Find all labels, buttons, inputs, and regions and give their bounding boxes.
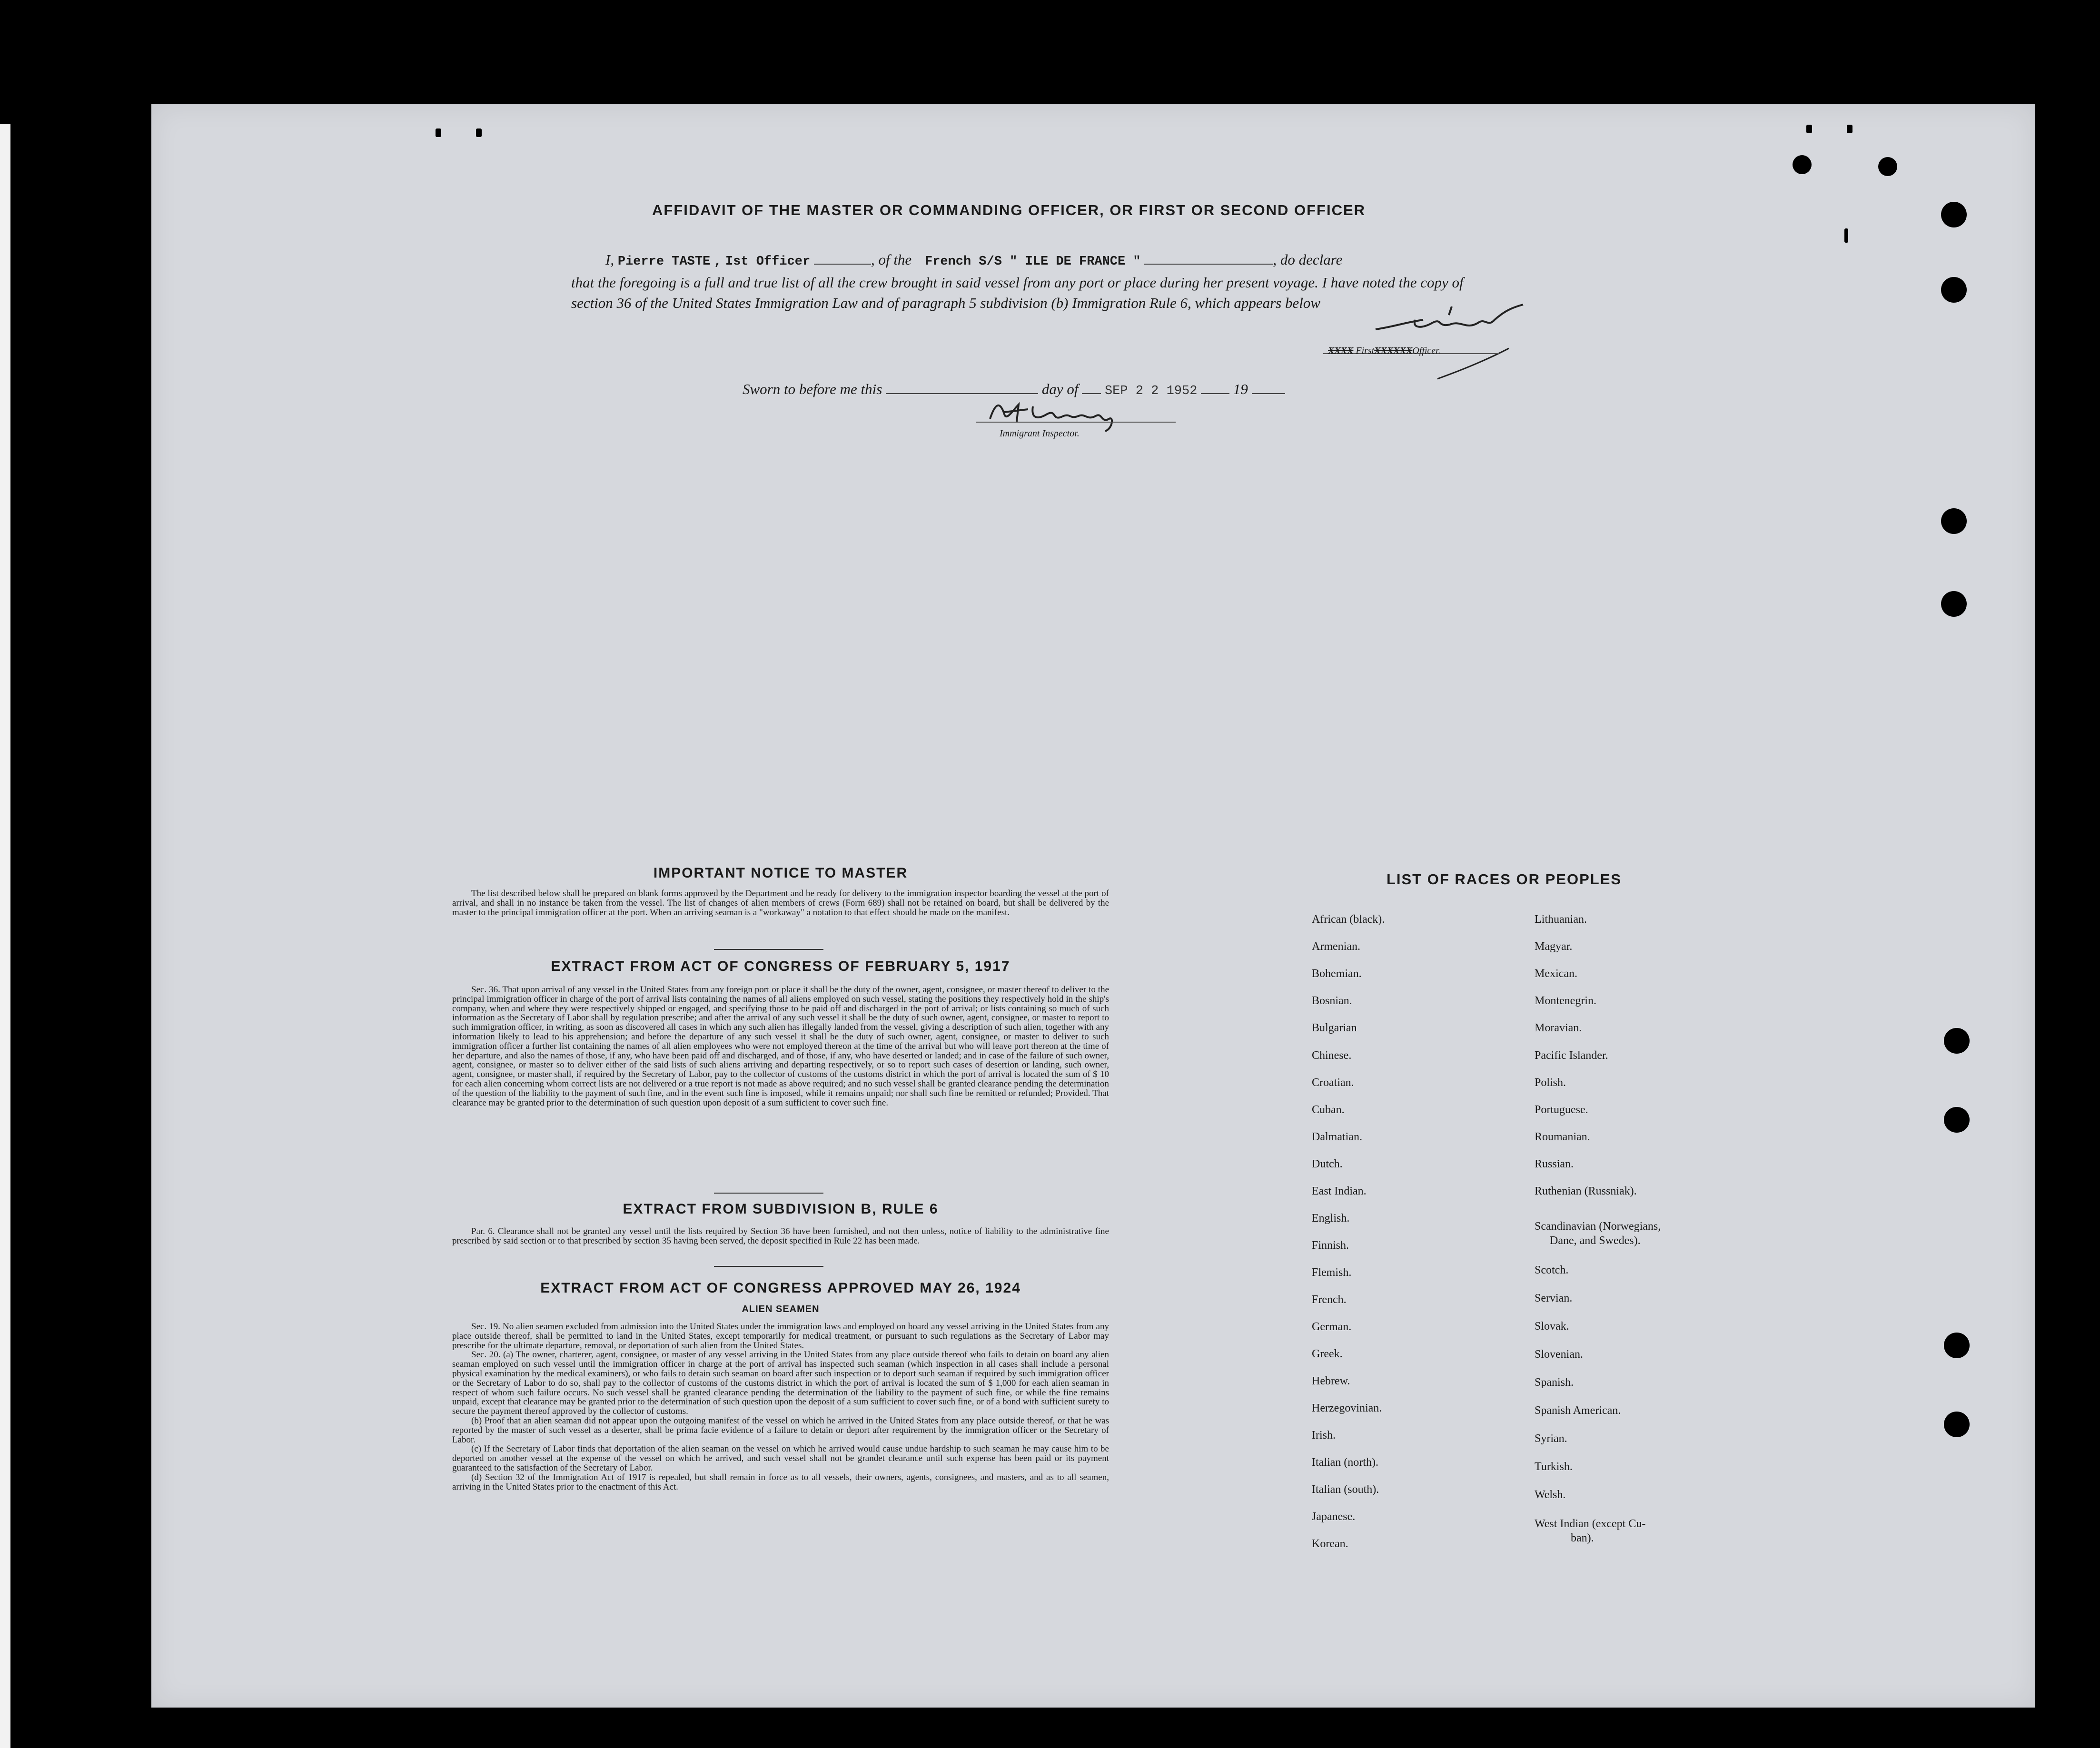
races-title: LIST OF RACES OR PEOPLES [1386,871,1622,888]
inspector-signature-line [976,422,1176,423]
year-blank [1252,393,1285,394]
bleed-through-text [1542,156,1961,175]
year-text: 19 [1233,381,1248,397]
extract-1924-title: EXTRACT FROM ACT OF CONGRESS APPROVED MAY 26, 1924 [540,1280,1021,1296]
rule-6-title: EXTRACT FROM SUBDIVISION B, RULE 6 [623,1201,939,1217]
extract-1917-title: EXTRACT FROM ACT OF CONGRESS OF FEBRUARY 5, 1917 [551,958,1010,974]
section-20d-paragraph: (d) Section 32 of the Immigration Act of 1917 is repealed, but shall remain in force as to all vessels, their owners, agents, consignees, and masters, and as to all seamen, arriving in the United States prior to the enactment of this Act. [452,1472,1109,1492]
race-item: Welsh. [1535,1489,1566,1501]
race-item: Italian (south). [1312,1483,1379,1496]
divider [714,1193,823,1194]
race-item: English. [1312,1212,1350,1225]
extract-1924-text [452,1322,1109,1583]
rank-blank [814,264,871,265]
alien-seamen-subtitle: ALIEN SEAMEN [742,1304,820,1314]
punch-hole [1944,1333,1970,1358]
name-comma: , [714,255,722,269]
race-item: Magyar. [1535,940,1573,953]
rule-6-text [452,1227,1109,1260]
inspector-label: Immigrant Inspector. [1000,428,1080,439]
notice-title: IMPORTANT NOTICE TO MASTER [653,865,908,881]
officer-signature [1366,299,1566,380]
race-item: Hebrew. [1312,1375,1350,1387]
divider [714,1266,823,1267]
vessel-name: French S/S " ILE DE FRANCE " [924,255,1141,269]
rule-6-paragraph: Par. 6. Clearance shall not be granted any vessel until the lists required by Section 36 have been furnished, and not then unless, notice of liability to the administrative fine prescribed by said section or to that prescribed by section 35 having been served, the deposit specified in Rule 22 has been made. [452,1226,1109,1246]
officer-first: First [1356,346,1375,356]
notice-paragraph: The list described below shall be prepared on blank forms approved by the Department and be ready for delivery to the immigration inspector boarding the vessel at the port of arrival, and shall in no instance be taken from the vessel. The list of changes of alien members of crews (Form 689) shall not be retained on board, but shall be delivered by the master to the principal immigration officer at the port. When an arriving seaman is a "workaway" a notation to that effect should be made on the manifest. [452,889,1109,918]
race-item: Bulgarian [1312,1022,1357,1034]
race-item: Moravian. [1535,1022,1582,1034]
inspector-signature [985,395,1157,433]
speck [1844,228,1848,243]
race-item: Scotch. [1535,1264,1569,1276]
speck [1806,125,1812,133]
punch-hole [1878,157,1897,176]
race-item: Polish. [1535,1076,1566,1089]
race-item: Spanish American. [1535,1404,1621,1417]
punch-hole [1941,277,1967,303]
vessel-blank [1144,264,1273,265]
officer-rank: Ist Officer [725,255,811,269]
affidavit-title: AFFIDAVIT OF THE MASTER OR COMMANDING OFFICER, OR FIRST OR SECOND OFFICER [652,202,1366,218]
month-blank-lead [1082,393,1101,394]
of-the-text: , of the [871,251,912,268]
race-item: Scandinavian (Norwegians, [1535,1220,1661,1233]
day-blank [886,393,1038,394]
race-item: Portuguese. [1535,1104,1588,1116]
race-item: Dane, and Swedes). [1550,1234,1641,1247]
affidavit-body [571,249,1495,313]
race-item: Dutch. [1312,1158,1343,1170]
race-item: Irish. [1312,1429,1336,1442]
month-blank-tail [1201,393,1229,394]
race-item: Greek. [1312,1348,1343,1360]
punch-hole [1944,1028,1970,1054]
day-of-text: day of [1041,381,1079,397]
race-item: German. [1312,1321,1352,1333]
divider [714,949,823,950]
section-20a-paragraph: Sec. 20. (a) The owner, charterer, agent, consignee, or master of any vessel arriving in the United States from any place outside thereof who fails to detain on board any alien seaman employed on such vessel until the immigration officer in charge at the port of arrival has inspected such seaman (which inspection in all cases shall include a personal physical examination by the medical examiners), or who fails to detain such seaman on board after such inspection or to deport such seaman if required by such immigration officer or the Secretary of Labor to do so, shall pay to the collector of customs of the customs district in which the port of arrival is located the sum of $ 1,000 for each alien seaman in respect of whom such failure occurs. No such vessel shall be granted clearance pending the determination of the liability to the payment of such fine, or while the fine remains unpaid, except that clearance may be granted prior to the determination of such question upon the deposit of a sum sufficient to cover such fine, or of a bond with sufficient surety to secure the payment thereof approved by the collector of customs. [452,1350,1109,1417]
race-item: Russian. [1535,1158,1574,1170]
race-item: Lithuanian. [1535,913,1587,926]
race-item: Finnish. [1312,1239,1349,1252]
punch-hole [1944,1107,1970,1133]
section-19-paragraph: Sec. 19. No alien seamen excluded from admission into the United States under the immigration laws and employed on board any vessel arriving in the United States from any place outside thereof, shall be permitted to land in the United States, except temporarily for medical treatment, or pursuant to such regulations as the Secretary of Labor may prescribe for the ultimate departure, removal, or deportation of such alien from the United States. [452,1322,1109,1351]
race-item: ban). [1571,1532,1594,1544]
race-item: Mexican. [1535,968,1577,980]
race-item: Ruthenian (Russniak). [1535,1185,1637,1197]
section-20c-paragraph: (c) If the Secretary of Labor finds that deportation of the alien seaman on the vessel on which he arrived would cause undue hardship to such seaman he may cause him to be deported on another vessel at the expense of the vessel on which he arrived, and such vessel shall not be grandet clearance until such expense has been paid or its payment guaranteed to the satisfaction of the Secretary of Labor. [452,1444,1109,1473]
race-item: Slovenian. [1535,1348,1583,1361]
sworn-text: Sworn to before me this [743,381,882,397]
race-item: Cuban. [1312,1104,1345,1116]
speck [1847,125,1852,133]
race-item: Bohemian. [1312,968,1362,980]
punch-hole [1793,155,1812,174]
affidavit-first-line [571,249,1495,272]
race-item: African (black). [1312,913,1385,926]
race-item: Spanish. [1535,1376,1574,1389]
extract-1917-text [452,985,1109,1190]
punch-hole [1941,202,1967,227]
left-edge-strip [0,124,10,1748]
race-item: Roumanian. [1535,1131,1590,1143]
notice-text [452,889,1109,944]
stamp-date: SEP 2 2 1952 [1104,384,1198,398]
punch-hole [1941,508,1967,534]
race-item: Dalmatian. [1312,1131,1362,1143]
officer-prefix-struck: XXXX [1328,346,1354,356]
speck [436,128,441,137]
race-item: Syrian. [1535,1432,1567,1445]
race-item: Armenian. [1312,940,1360,953]
section-20b-paragraph: (b) Proof that an alien seaman did not appear upon the outgoing manifest of the vessel on which he arrived in the United States from any place outside thereof, or that he was reported by the master of such vessel as a deserter, shall be prima facie evidence of a failure to detain or deport after requirement by the immigration officer or the Secretary of Labor. [452,1415,1109,1445]
race-item: Slovak. [1535,1320,1569,1333]
race-item: Pacific Islander. [1535,1049,1608,1062]
race-item: Japanese. [1312,1511,1356,1523]
race-item: Italian (north). [1312,1456,1378,1469]
punch-hole [1941,591,1967,617]
race-item: East Indian. [1312,1185,1367,1197]
officer-suffix: Officer. [1412,346,1441,356]
affidavit-text: that the foregoing is a full and true list of all the crew brought in said vessel from any port or place during her present voyage. I have noted the copy of section 36 of the United States Immigration Law and of paragraph 5 subdivision (b) Immigration Rule 6, which appears below [571,274,1464,311]
race-item: Herzegovinian. [1312,1402,1382,1414]
race-item: Flemish. [1312,1266,1352,1279]
race-item: Chinese. [1312,1049,1352,1062]
race-item: West Indian (except Cu- [1535,1518,1646,1530]
officer-title-label [1328,346,1499,356]
race-item: Bosnian. [1312,995,1352,1007]
speck [476,128,482,137]
do-declare-text: , do declare [1273,251,1343,268]
race-item: French. [1312,1294,1347,1306]
section-36-paragraph: Sec. 36. That upon arrival of any vessel in the United States from any foreign port or place it shall be the duty of the owner, agent, consignee, or master thereof to deliver to the principal immigration officer in charge of the port of arrival lists containing the names of all aliens employed on such vessel, stating the positions they respectively hold in the ship's company, when and where they were respectively shipped or engaged, and specifying those to be paid off and discharged in the port of arrival; or lists containing so much of such information as the Secretary of Labor shall by regulation prescribe; and after the arrival of any such vessel it shall be the duty of such owner, agent, consignee, or master to report to such immigration officer, in writing, as soon as discovered all cases in which any such alien has illegally landed from the vessel, giving a description of such alien, together with any information likely to lead to his apprehension; and before the departure of any such vessel it shall be the duty of such owner, agent, consignee, or master to deliver to such immigration officer a further list containing the names of all alien employees who were not employed thereon at the time of the arrival but who will leave port thereon at the time of her departure, and also the names of those, if any, who have been paid off and discharged, and of those, if any, who have deserted or landed; and in case of the failure of such owner, agent, consignee, or master so to deliver either of the said lists of such aliens arriving and departing respectively, or so to report such cases of desertion or landing, such owner, agent, consignee, or master shall, if required by the Secretary of Labor, pay to the collector of customs of the customs district in which the port of arrival is located the sum of $ 10 for each alien concerning whom correct lists are not delivered or a true report is not made as above required; and no such vessel shall be granted clearance pending the determination of the question of the liability to the payment of such fine, and in the event such fine is imposed, while it remains unpaid; nor shall such fine be remitted or refunded; Provided. That clearance may be granted prior to the determination of such question upon deposit of a sum sufficient to cover such fine. [452,985,1109,1108]
race-item: Montenegrin. [1535,995,1596,1007]
race-item: Turkish. [1535,1461,1573,1473]
race-item: Croatian. [1312,1076,1354,1089]
affidavit-i: I, [605,251,614,268]
officer-struck: XXXXXX [1374,346,1413,356]
officer-name: Pierre TASTE [617,255,711,269]
race-item: Korean. [1312,1538,1348,1550]
punch-hole [1944,1412,1970,1437]
race-item: Servian. [1535,1292,1573,1304]
